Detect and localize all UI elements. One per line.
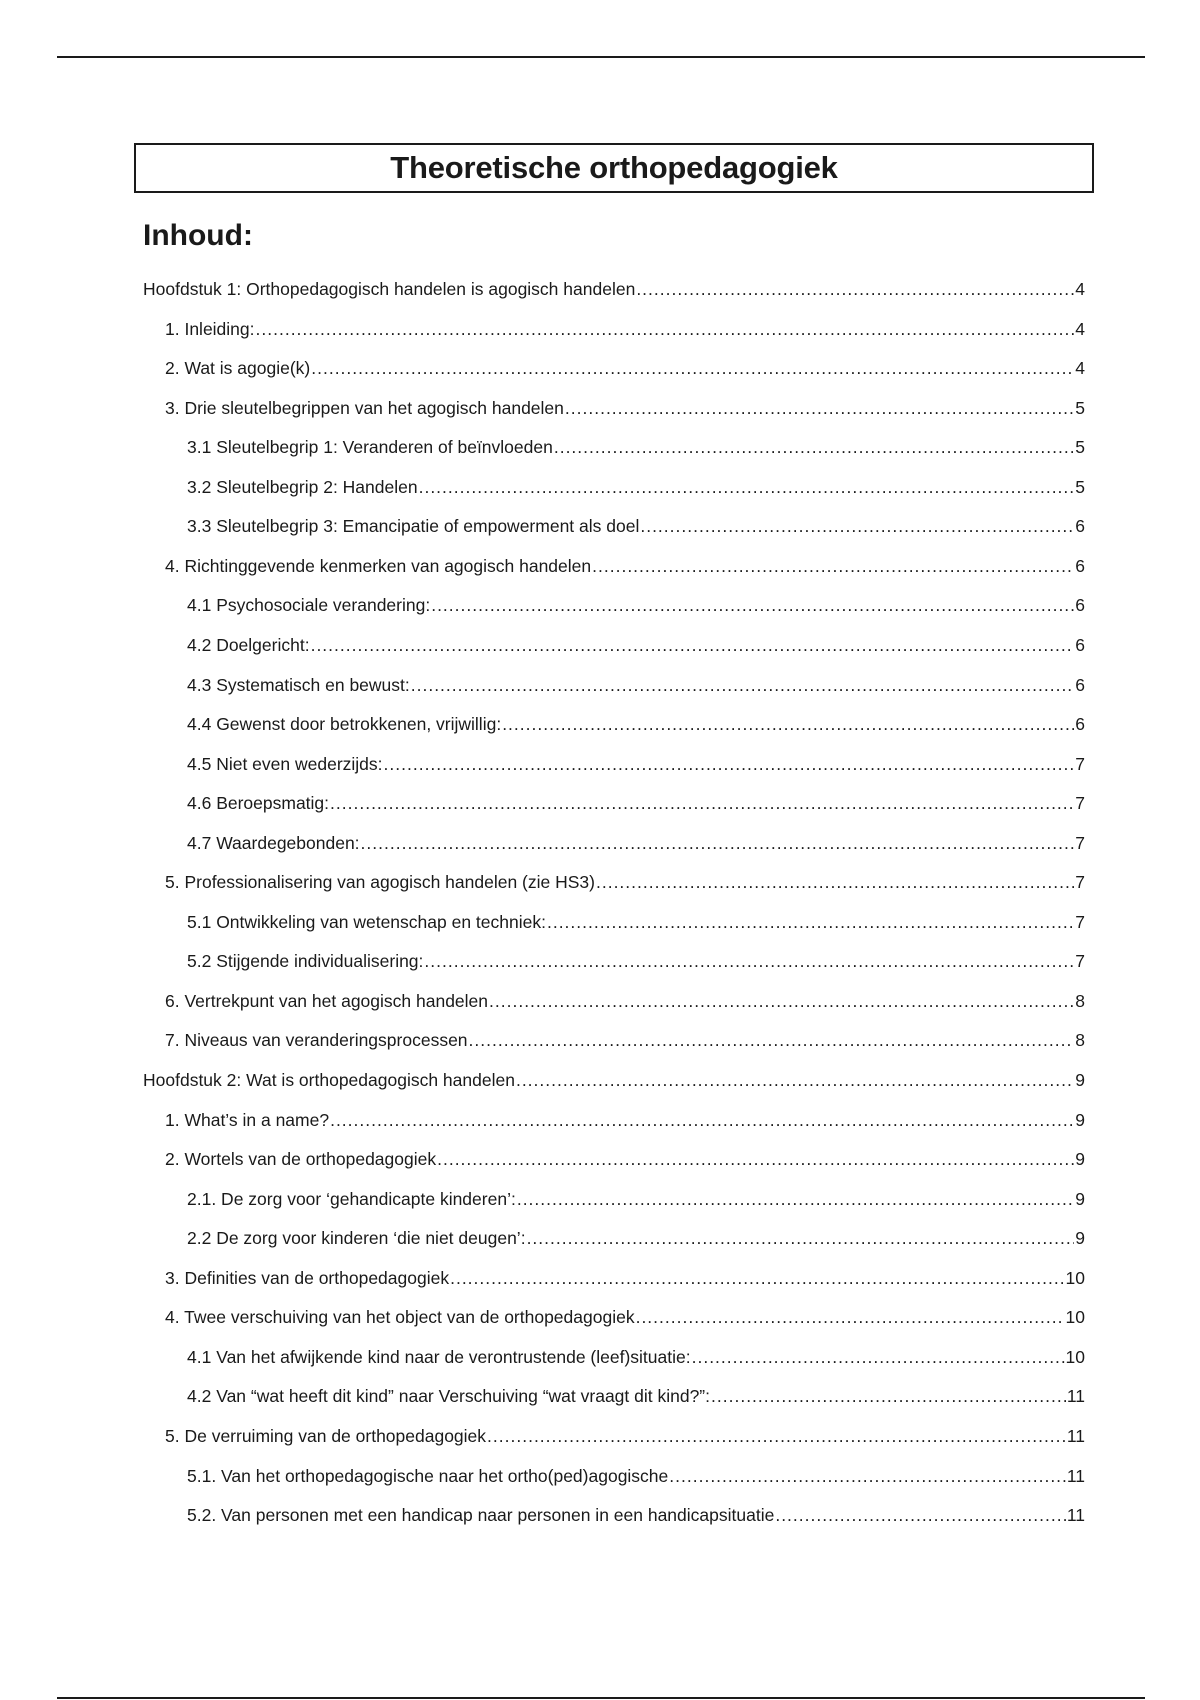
toc-entry[interactable]	[143, 276, 1085, 300]
toc-dot-leader	[527, 1227, 1075, 1249]
toc-entry[interactable]	[165, 869, 1085, 893]
toc-entry-page-number: 9	[1075, 1189, 1085, 1209]
toc-entry[interactable]	[187, 790, 1085, 814]
toc-entry-page-number: 5	[1075, 437, 1085, 457]
toc-entry[interactable]	[165, 395, 1085, 419]
toc-entry-label: 3. Definities van de orthopedagogiek	[165, 1268, 450, 1288]
toc-entry[interactable]	[187, 513, 1085, 537]
toc-entry[interactable]	[187, 751, 1085, 775]
toc-entry-label: 3.1 Sleutelbegrip 1: Veranderen of beïnvloeden	[187, 437, 553, 457]
toc-entry-label: 4. Twee verschuiving van het object van de orthopedagogiek	[165, 1307, 635, 1327]
toc-entry-page-number: 10	[1065, 1307, 1085, 1327]
toc-entry-label: Hoofdstuk 2: Wat is orthopedagogisch handelen	[143, 1070, 515, 1090]
toc-dot-leader	[565, 397, 1074, 419]
toc-dot-leader	[311, 357, 1074, 379]
toc-entry-label: 5.1 Ontwikkeling van wetenschap en techniek:	[187, 912, 546, 932]
toc-entry-page-number: 4	[1075, 279, 1085, 299]
toc-entry-page-number: 7	[1075, 754, 1085, 774]
toc-dot-leader	[502, 713, 1074, 735]
toc-entry[interactable]	[165, 1423, 1085, 1447]
toc-entry[interactable]	[187, 1463, 1085, 1487]
header-rule	[57, 56, 1145, 58]
toc-entry[interactable]	[187, 830, 1085, 854]
toc-entry-page-number: 5	[1075, 477, 1085, 497]
toc-entry-label: 4.7 Waardegebonden:	[187, 833, 360, 853]
toc-dot-leader	[775, 1504, 1066, 1526]
toc-dot-leader	[489, 990, 1074, 1012]
toc-dot-leader	[669, 1465, 1066, 1487]
toc-entry-label: 4.1 Psychosociale verandering:	[187, 595, 431, 615]
toc-entry[interactable]	[187, 632, 1085, 656]
toc-entry-label: 1. What’s in a name?	[165, 1110, 330, 1130]
toc-entry-label: 4.3 Systematisch en bewust:	[187, 675, 410, 695]
toc-entry-page-number: 6	[1075, 556, 1085, 576]
toc-entry-page-number: 11	[1066, 1466, 1085, 1486]
toc-entry-page-number: 5	[1075, 398, 1085, 418]
toc-entry-label: 1. Inleiding:	[165, 319, 255, 339]
toc-entry-page-number: 11	[1066, 1426, 1085, 1446]
toc-entry-label: 5.2 Stijgende individualisering:	[187, 951, 424, 971]
toc-dot-leader	[361, 832, 1075, 854]
toc-dot-leader	[419, 476, 1075, 498]
toc-entry[interactable]	[165, 1107, 1085, 1131]
toc-dot-leader	[596, 871, 1074, 893]
toc-entry-page-number: 4	[1075, 319, 1085, 339]
toc-entry-page-number: 7	[1075, 951, 1085, 971]
toc-dot-leader	[256, 318, 1075, 340]
toc-entry-label: 2. Wortels van de orthopedagogiek	[165, 1149, 437, 1169]
toc-entry[interactable]	[165, 316, 1085, 340]
toc-entry-label: 7. Niveaus van veranderingsprocessen	[165, 1030, 468, 1050]
toc-entry-page-number: 9	[1075, 1149, 1085, 1169]
toc-entry-page-number: 6	[1075, 675, 1085, 695]
toc-entry[interactable]	[165, 355, 1085, 379]
toc-entry-page-number: 11	[1066, 1505, 1085, 1525]
toc-dot-leader	[384, 753, 1075, 775]
toc-entry[interactable]	[187, 1344, 1085, 1368]
toc-dot-leader	[692, 1346, 1065, 1368]
document-title-box	[134, 143, 1094, 193]
toc-dot-leader	[640, 515, 1074, 537]
toc-entry[interactable]	[187, 1502, 1085, 1526]
toc-entry-label: 5.1. Van het orthopedagogische naar het ortho(ped)agogische	[187, 1466, 669, 1486]
toc-entry-label: 4.2 Van “wat heeft dit kind” naar Verschuiving “wat vraagt dit kind?”:	[187, 1386, 711, 1406]
toc-entry[interactable]	[165, 1027, 1085, 1051]
toc-dot-leader	[450, 1267, 1064, 1289]
toc-entry[interactable]	[187, 909, 1085, 933]
toc-entry-label: 2.1. De zorg voor ‘gehandicapte kinderen’:	[187, 1189, 516, 1209]
toc-entry-page-number: 7	[1075, 833, 1085, 853]
toc-entry-label: Hoofdstuk 1: Orthopedagogisch handelen is agogisch handelen	[143, 279, 636, 299]
toc-entry-page-number: 11	[1066, 1386, 1085, 1406]
toc-dot-leader	[411, 674, 1075, 696]
toc-entry[interactable]	[187, 592, 1085, 616]
toc-entry[interactable]	[187, 672, 1085, 696]
toc-entry-label: 4.1 Van het afwijkende kind naar de verontrustende (leef)situatie:	[187, 1347, 691, 1367]
toc-dot-leader	[469, 1029, 1075, 1051]
toc-entry-label: 4. Richtinggevende kenmerken van agogisch handelen	[165, 556, 592, 576]
toc-entry-label: 5. De verruiming van de orthopedagogiek	[165, 1426, 487, 1446]
toc-dot-leader	[516, 1069, 1074, 1091]
toc-dot-leader	[547, 911, 1074, 933]
toc-entry-page-number: 6	[1075, 595, 1085, 615]
toc-entry[interactable]	[165, 1146, 1085, 1170]
toc-entry-label: 4.5 Niet even wederzijds:	[187, 754, 383, 774]
document-title: Theoretische orthopedagogiek	[390, 150, 838, 185]
toc-entry-page-number: 6	[1075, 635, 1085, 655]
toc-dot-leader	[311, 634, 1075, 656]
toc-entry[interactable]	[187, 1383, 1085, 1407]
toc-entry-page-number: 4	[1075, 358, 1085, 378]
toc-dot-leader	[592, 555, 1074, 577]
toc-entry-label: 5. Professionalisering van agogisch handelen (zie HS3)	[165, 872, 595, 892]
toc-entry-page-number: 10	[1065, 1268, 1085, 1288]
toc-dot-leader	[437, 1148, 1074, 1170]
toc-entry-page-number: 9	[1075, 1070, 1085, 1090]
toc-entry[interactable]	[187, 948, 1085, 972]
toc-entry-page-number: 6	[1075, 714, 1085, 734]
toc-dot-leader	[554, 436, 1074, 458]
toc-entry[interactable]	[187, 434, 1085, 458]
toc-entry-label: 4.4 Gewenst door betrokkenen, vrijwillig:	[187, 714, 502, 734]
toc-entry[interactable]	[165, 1265, 1085, 1289]
toc-entry[interactable]	[187, 711, 1085, 735]
toc-entry-page-number: 7	[1075, 912, 1085, 932]
toc-entry[interactable]	[143, 1067, 1085, 1091]
toc-dot-leader	[431, 594, 1074, 616]
toc-dot-leader	[330, 1109, 1074, 1131]
toc-entry[interactable]	[165, 988, 1085, 1012]
toc-entry-label: 3. Drie sleutelbegrippen van het agogisch handelen	[165, 398, 564, 418]
toc-entry-label: 5.2. Van personen met een handicap naar personen in een handicapsituatie	[187, 1505, 775, 1525]
toc-entry-page-number: 9	[1075, 1110, 1085, 1130]
toc-heading: Inhoud:	[143, 219, 253, 252]
toc-dot-leader	[487, 1425, 1066, 1447]
toc-entry[interactable]	[187, 1225, 1085, 1249]
toc-entry-label: 4.2 Doelgericht:	[187, 635, 310, 655]
toc-entry-page-number: 7	[1075, 872, 1085, 892]
toc-entry-page-number: 8	[1075, 991, 1085, 1011]
toc-entry-label: 3.2 Sleutelbegrip 2: Handelen	[187, 477, 418, 497]
toc-entry[interactable]	[187, 474, 1085, 498]
toc-entry-label: 4.6 Beroepsmatig:	[187, 793, 330, 813]
toc-entry-label: 2. Wat is agogie(k)	[165, 358, 311, 378]
toc-entry-page-number: 8	[1075, 1030, 1085, 1050]
toc-dot-leader	[330, 792, 1074, 814]
footer-rule	[57, 1697, 1145, 1699]
toc-entry-label: 3.3 Sleutelbegrip 3: Emancipatie of empowerment als doel	[187, 516, 640, 536]
toc-entry[interactable]	[165, 553, 1085, 577]
toc-dot-leader	[517, 1188, 1074, 1210]
toc-entry-page-number: 10	[1065, 1347, 1085, 1367]
toc-dot-leader	[424, 950, 1074, 972]
toc-entry-label: 6. Vertrekpunt van het agogisch handelen	[165, 991, 489, 1011]
toc-dot-leader	[711, 1385, 1066, 1407]
toc-dot-leader	[636, 278, 1074, 300]
toc-entry-page-number: 9	[1075, 1228, 1085, 1248]
toc-entry-page-number: 6	[1075, 516, 1085, 536]
toc-entry-label: 2.2 De zorg voor kinderen ‘die niet deugen’:	[187, 1228, 526, 1248]
toc-entry-page-number: 7	[1075, 793, 1085, 813]
toc-entry[interactable]	[187, 1186, 1085, 1210]
toc-entry[interactable]	[165, 1304, 1085, 1328]
toc-dot-leader	[636, 1306, 1065, 1328]
